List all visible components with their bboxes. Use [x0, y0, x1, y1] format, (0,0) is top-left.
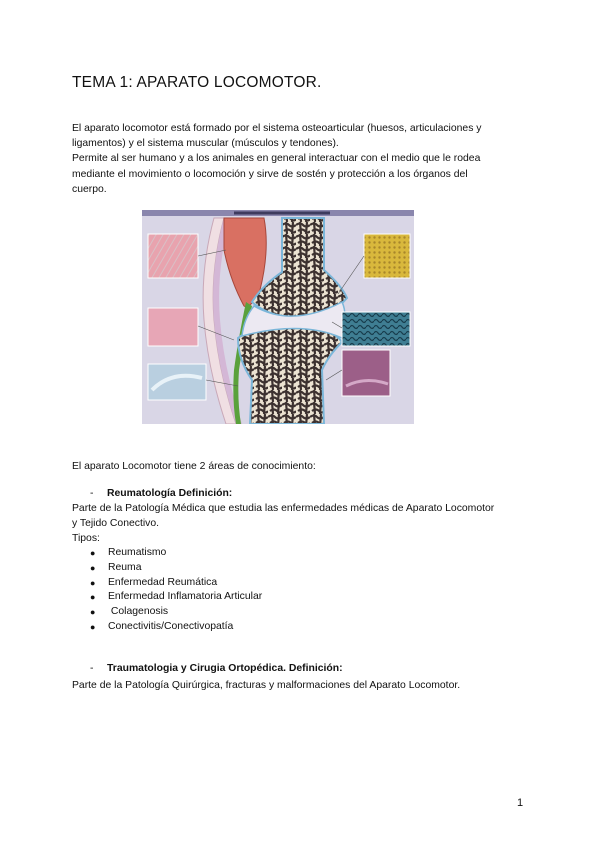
list-item — [90, 590, 262, 605]
section-definition-reumatologia — [72, 501, 532, 531]
list-item-text: Enfermedad Reumática — [108, 576, 218, 588]
list-item-text: Enfermedad Inflamatoria Articular — [108, 591, 263, 603]
joint-anatomy-illustration — [142, 210, 414, 424]
histology-panel-cartilage — [364, 234, 410, 278]
list-item — [90, 620, 262, 635]
list-item — [90, 546, 262, 561]
page-number: 1 — [517, 797, 524, 809]
list-item — [90, 605, 262, 620]
intro-line: ligamentos) y el sistema muscular (músculos y tendones). — [72, 138, 339, 150]
intro-paragraph — [72, 121, 532, 197]
bullet-icon: ● — [90, 562, 96, 573]
bullet-icon: ● — [90, 548, 96, 558]
section-definition-traumatologia: Parte de la Patología Quirúrgica, fracturas y malformaciones del Aparato Locomotor. — [72, 680, 461, 691]
section-heading-text: Traumatologia y Cirugia Ortopédica. Definición: — [107, 663, 343, 674]
dash-marker: - — [90, 488, 94, 499]
areas-intro: El aparato Locomotor tiene 2 áreas de conocimiento: — [72, 461, 316, 472]
bullet-icon: ● — [90, 621, 96, 632]
section-heading-text: Reumatología Definición: — [107, 488, 233, 499]
intro-line: cuerpo. — [72, 183, 107, 195]
bullet-icon: ● — [90, 592, 96, 603]
dash-marker: - — [90, 663, 94, 674]
definition-line: Parte de la Patología Médica que estudia las enfermedades médicas de Aparato Locomotor — [72, 503, 495, 514]
types-list — [90, 546, 262, 635]
list-item-text: Reuma — [108, 561, 142, 573]
list-item-text: Colagenosis — [108, 606, 169, 618]
page-title: TEMA 1: APARATO LOCOMOTOR. — [72, 74, 322, 91]
list-item-text: Conectivitis/Conectivopatía — [108, 620, 234, 632]
bullet-icon: ● — [90, 577, 96, 588]
list-item — [90, 561, 262, 576]
intro-line: Permite al ser humano y a los animales en general interactuar con el medio que le rodea — [72, 153, 481, 165]
intro-line: mediante el movimiento o locomoción y sirve de sostén y protección a los órganos del — [72, 168, 468, 180]
histology-panel-ligament — [148, 364, 206, 400]
histology-panel-bone — [342, 312, 410, 346]
types-label: Tipos: — [72, 533, 100, 544]
histology-panel-muscle — [148, 234, 198, 278]
histology-panel-tendon — [148, 308, 198, 346]
intro-line: El aparato locomotor está formado por el sistema osteoarticular (huesos, articulaciones y — [72, 123, 482, 134]
histology-panel-synovium — [342, 350, 390, 396]
list-item — [90, 576, 262, 591]
bullet-icon: ● — [90, 607, 96, 618]
definition-line: y Tejido Conectivo. — [72, 518, 160, 530]
figure-caption-text — [234, 212, 330, 215]
list-item-text: Reumatismo — [108, 547, 167, 558]
